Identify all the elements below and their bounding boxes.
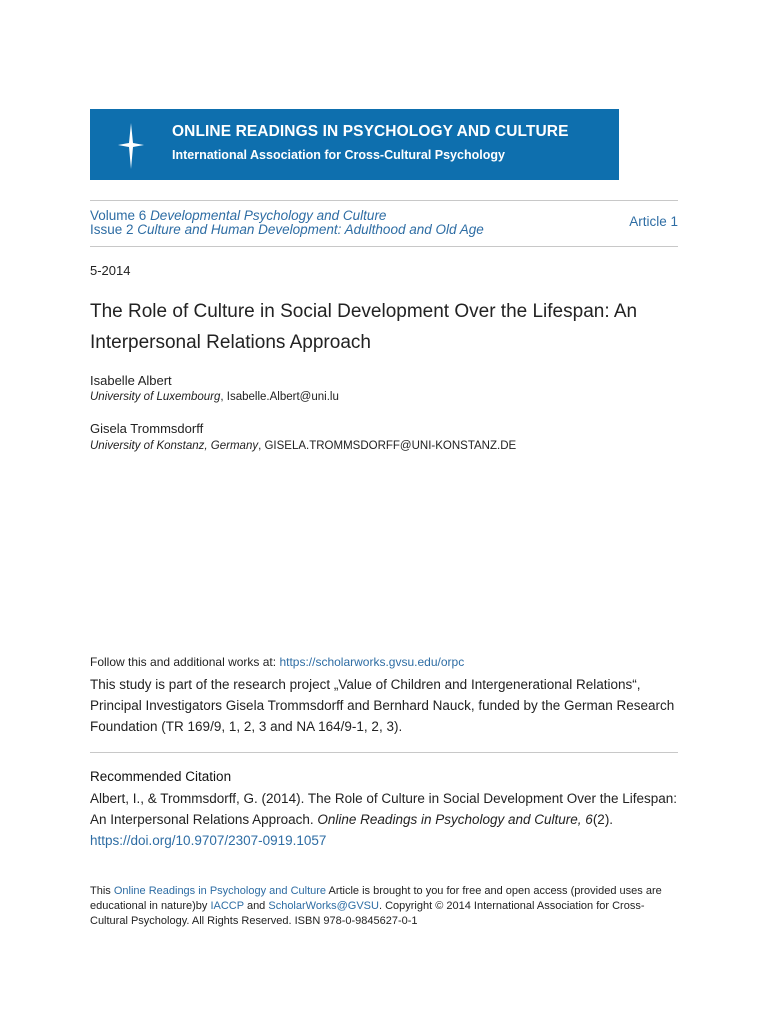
- collection-url-link[interactable]: https://scholarworks.gvsu.edu/orpc: [279, 655, 465, 669]
- volume-title[interactable]: Developmental Psychology and Culture: [150, 208, 387, 223]
- citation-issue: (2).: [592, 812, 614, 827]
- footer-text-3: and: [243, 900, 269, 912]
- meta-divider: [90, 246, 678, 247]
- footer-iaccp-link[interactable]: IACCP: [210, 900, 244, 912]
- issue-label[interactable]: Issue 2: [90, 222, 134, 237]
- banner-title: ONLINE READINGS IN PSYCHOLOGY AND CULTURE: [172, 123, 569, 140]
- article-title: The Role of Culture in Social Development Over the Lifespan: An Interpersonal Relations Approach: [90, 301, 638, 353]
- footer-text-1: This: [90, 885, 114, 897]
- author-1-affiliation: University of Luxembourg: [90, 391, 221, 403]
- author-1-name: Isabelle Albert: [90, 373, 172, 388]
- author-2-affiliation: University of Konstanz, Germany: [90, 440, 259, 452]
- journal-banner[interactable]: [90, 109, 619, 180]
- volume-label[interactable]: Volume 6: [90, 208, 147, 223]
- author-1-email: Isabelle.Albert@uni.lu: [226, 391, 339, 403]
- author-2-name: Gisela Trommsdorff: [90, 421, 204, 436]
- issue-line[interactable]: [90, 223, 678, 237]
- article-number-link[interactable]: Article 1: [629, 214, 678, 229]
- author-1-affiliation-line: University of Luxembourg, Isabelle.Albert@uni.lu: [90, 391, 339, 403]
- follow-line: [90, 655, 464, 669]
- recommended-citation-heading: Recommended Citation: [90, 769, 232, 784]
- author-2-email: GISELA.TROMMSDORFF@UNI-KONSTANZ.DE: [264, 440, 517, 452]
- footer-text-4: . Copyright © 2014 International Association for Cross-Cultural Psychology. All Rights Reserved. ISBN 978-0-9845627-0-1: [90, 900, 645, 927]
- citation-text: Albert, I., & Trommsdorff, G. (2014). The Role of Culture in Social Development Over the Lifespan: An Interpersonal Relations Approach.: [90, 791, 678, 827]
- author-2-affiliation-line: University of Konstanz, Germany, GISELA.TROMMSDORFF@UNI-KONSTANZ.DE: [90, 440, 517, 452]
- citation-divider: [90, 752, 678, 753]
- citation-journal: Online Readings in Psychology and Culture, 6: [317, 812, 593, 827]
- recommended-citation: [90, 788, 690, 851]
- funding-note: This study is part of the research project „Value of Children and Intergenerational Relations“, Principal Investigators Gisela Trommsdorff and Bernhard Nauck, funded by the German Research Foundation (TR 169/9, 1, 2, 3 and NA 164/9-1, 2, 3).: [90, 677, 675, 734]
- banner-subtitle: International Association for Cross-Cultural Psychology: [172, 148, 505, 162]
- footer-text-2: Article is brought to you for free and open access (provided uses are educational in nature)by: [90, 885, 662, 912]
- top-divider: [90, 200, 678, 201]
- doi-link[interactable]: https://doi.org/10.9707/2307-0919.1057: [90, 833, 327, 848]
- issue-meta: [90, 209, 678, 237]
- star-compass-logo-icon: [118, 123, 144, 169]
- access-footer: [90, 884, 680, 929]
- footer-journal-link[interactable]: Online Readings in Psychology and Culture: [113, 885, 327, 897]
- footer-scholarworks-link[interactable]: ScholarWorks@GVSU: [268, 900, 379, 912]
- publication-date: 5-2014: [90, 263, 131, 278]
- issue-title[interactable]: Culture and Human Development: Adulthood and Old Age: [137, 222, 484, 237]
- follow-text: Follow this and additional works at:: [90, 655, 280, 669]
- volume-line[interactable]: [90, 209, 678, 223]
